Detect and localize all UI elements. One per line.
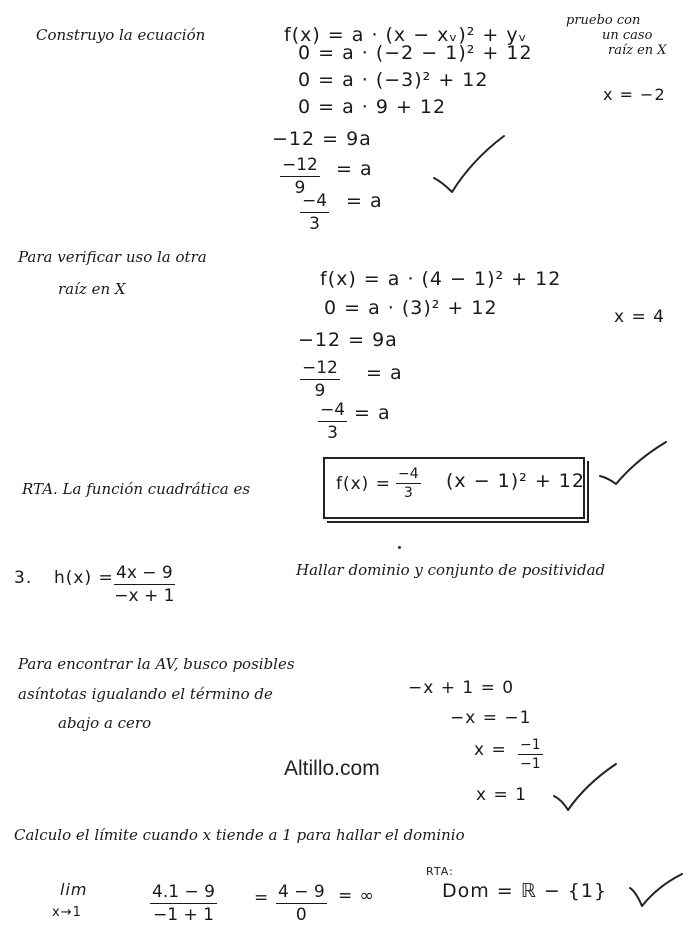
fraction: $\frac{-12}{9}$ (282, 155, 318, 198)
equation-line: −12 = 9a (298, 329, 398, 351)
limit-result: = ∞ (338, 886, 375, 906)
limit-fraction: $\frac{4 - 9}{0}$ (278, 882, 325, 925)
instruction-construct: Construyo la ecuación (36, 26, 206, 44)
side-value: x = 4 (614, 307, 665, 327)
limit-text: Calculo el límite cuando x tiende a 1 para hallar el dominio (14, 826, 465, 844)
av-text: Para encontrar la AV, busco posibles (18, 655, 295, 673)
checkmark-icon (626, 872, 686, 912)
av-step: −x = −1 (450, 708, 532, 728)
av-text: abajo a cero (58, 714, 152, 732)
answer-coefficient: $\frac{-4}{3}$ (398, 466, 419, 501)
fraction: $\frac{-4}{3}$ (302, 191, 328, 234)
function-fraction: $\frac{4x - 9}{-x + 1}$ (114, 563, 175, 606)
equation-line: −12 = 9a (272, 128, 372, 150)
equation-line: f(x) = a · (x − xᵥ)² + yᵥ (284, 24, 528, 46)
function-name: h(x) = (54, 568, 114, 588)
answer-expression: (x − 1)² + 12 (446, 470, 585, 492)
equation-rhs: = a (346, 190, 383, 212)
av-result: x = 1 (476, 785, 527, 805)
equation-rhs: = a (336, 158, 373, 180)
side-note: un caso (602, 28, 653, 43)
instruction-verify: raíz en X (58, 280, 126, 298)
instruction-verify: Para verificar uso la otra (18, 248, 207, 266)
equation-line: 0 = a · (3)² + 12 (324, 297, 498, 319)
exercise-task: Hallar dominio y conjunto de positividad (296, 561, 606, 579)
answer-lhs: f(x) = (336, 474, 391, 494)
checkmark-icon (430, 132, 510, 197)
fraction: $\frac{-4}{3}$ (320, 400, 346, 443)
domain-answer: Dom = ℝ − {1} (442, 880, 608, 902)
rta-label: RTA: (426, 865, 454, 878)
answer-label: RTA. La función cuadrática es (22, 480, 251, 498)
limit-fraction: $\frac{4.1 - 9}{-1 + 1}$ (152, 882, 215, 925)
av-text: asíntotas igualando el término de (18, 685, 273, 703)
ink-dot (398, 546, 401, 549)
checkmark-icon (596, 440, 670, 486)
exercise-number: 3. (14, 568, 33, 588)
equation-line: 0 = a · (−2 − 1)² + 12 (298, 42, 533, 64)
av-step-lhs: x = (474, 740, 507, 760)
av-step: −x + 1 = 0 (408, 678, 515, 698)
equation-rhs: = a (354, 402, 391, 424)
equation-line: 0 = a · (−3)² + 12 (298, 69, 489, 91)
av-fraction: $\frac{-1}{-1}$ (520, 737, 541, 772)
side-note: raíz en X (608, 43, 667, 58)
limit-equals: = (254, 888, 270, 908)
equation-line: f(x) = a · (4 − 1)² + 12 (320, 268, 562, 290)
limit-subscript: x→1 (52, 905, 82, 920)
equation-rhs: = a (366, 362, 403, 384)
watermark: Altillo.com (284, 757, 380, 780)
fraction: $\frac{-12}{9}$ (302, 358, 338, 401)
equation-line: 0 = a · 9 + 12 (298, 96, 447, 118)
checkmark-icon (550, 762, 620, 814)
side-note: pruebo con (566, 13, 641, 28)
side-value: x = −2 (603, 85, 666, 104)
limit-symbol: lim (60, 880, 88, 899)
